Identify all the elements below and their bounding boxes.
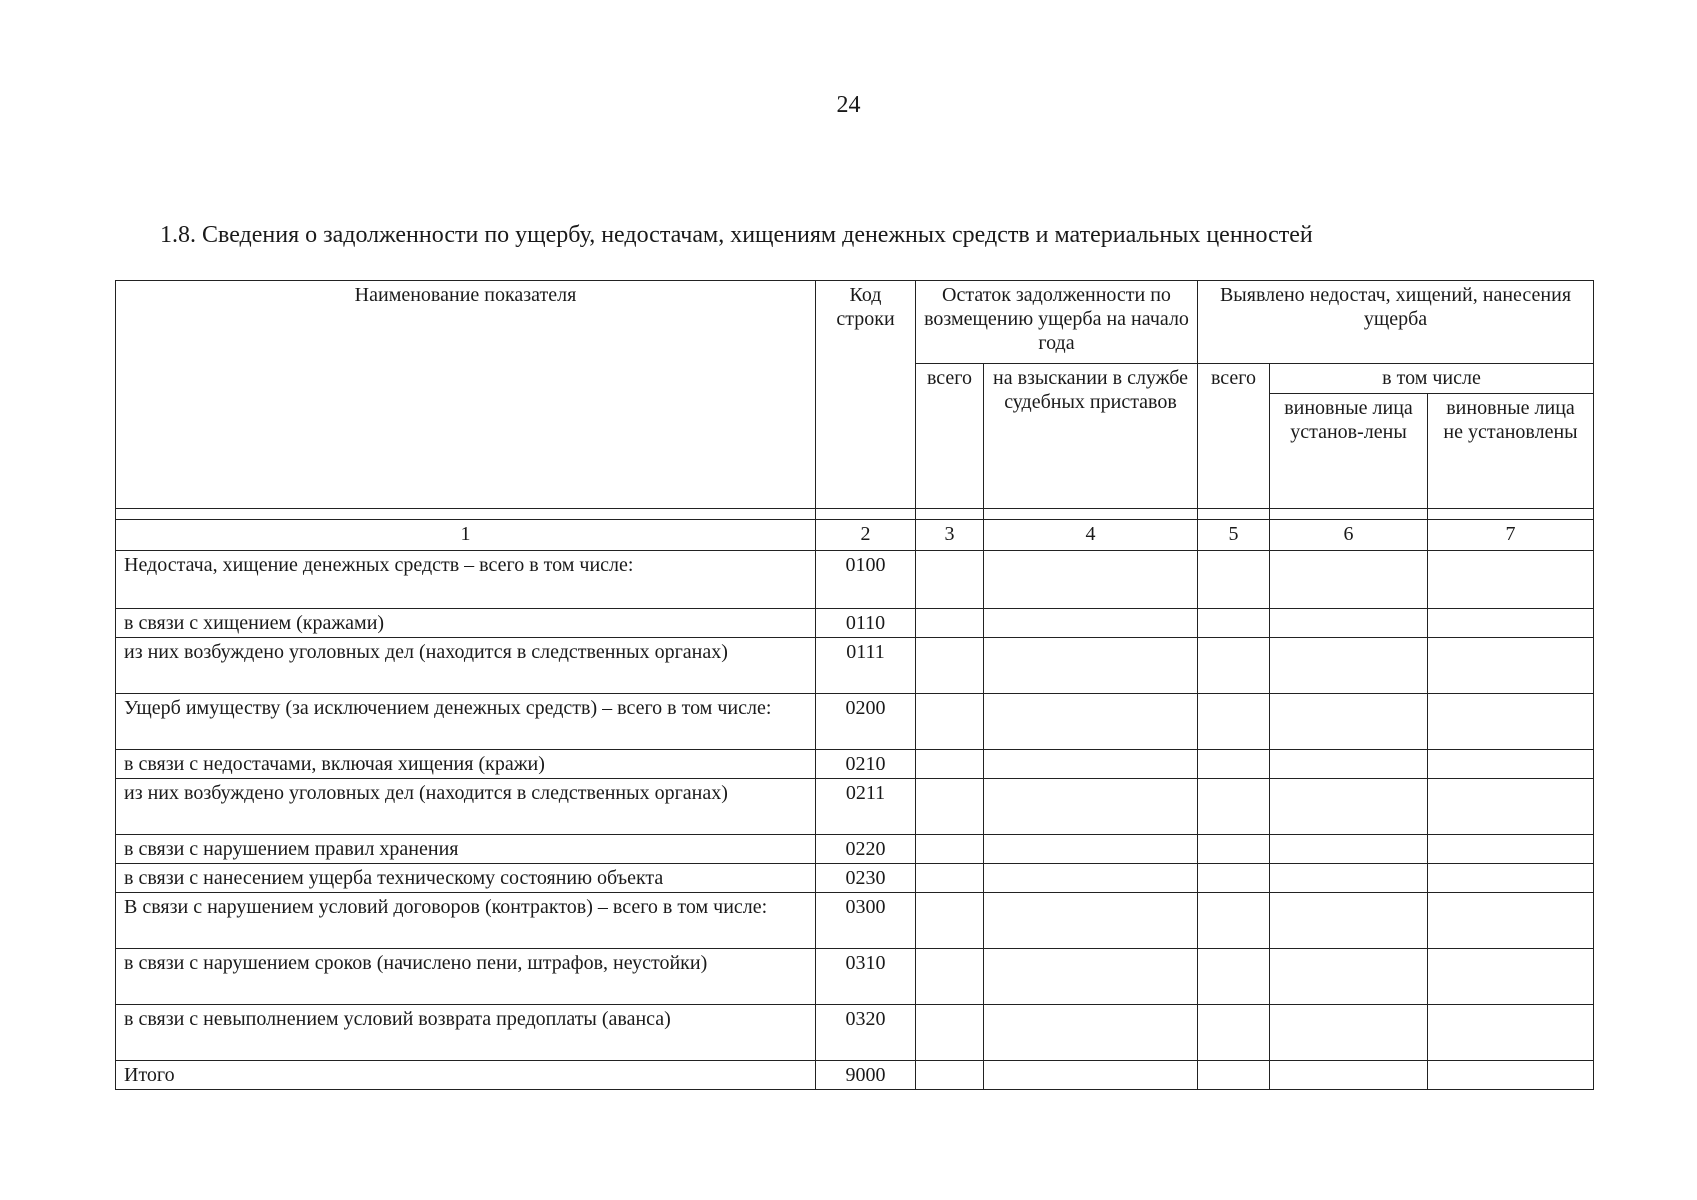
cell-empty bbox=[1198, 835, 1270, 864]
row-name: в связи с нарушением сроков (начислено пени, штрафов, неустойки) bbox=[116, 949, 816, 1005]
cell-empty bbox=[1428, 1005, 1594, 1061]
cell-empty bbox=[1198, 609, 1270, 638]
cell-empty bbox=[916, 750, 984, 779]
row-code: 0310 bbox=[816, 949, 916, 1005]
cell-empty bbox=[984, 949, 1198, 1005]
cell-empty bbox=[1198, 750, 1270, 779]
column-number: 1 bbox=[116, 520, 816, 551]
row-code: 0110 bbox=[816, 609, 916, 638]
table-row bbox=[116, 864, 1594, 893]
cell-empty bbox=[1428, 1061, 1594, 1090]
cell-empty bbox=[1198, 551, 1270, 609]
cell-empty bbox=[916, 1005, 984, 1061]
cell-empty bbox=[1428, 835, 1594, 864]
cell-empty bbox=[916, 1061, 984, 1090]
cell-empty bbox=[1198, 864, 1270, 893]
row-code: 0220 bbox=[816, 835, 916, 864]
table-row bbox=[116, 638, 1594, 694]
cell-empty bbox=[1198, 1061, 1270, 1090]
cell-empty bbox=[1270, 638, 1428, 694]
header-code: Код строки bbox=[816, 281, 916, 509]
row-name: в связи с нанесением ущерба техническому состоянию объекта bbox=[116, 864, 816, 893]
cell-empty bbox=[984, 1061, 1198, 1090]
cell-empty bbox=[1270, 1005, 1428, 1061]
cell-empty bbox=[916, 609, 984, 638]
page-number: 24 bbox=[836, 92, 861, 118]
row-code: 0210 bbox=[816, 750, 916, 779]
cell-empty bbox=[916, 638, 984, 694]
row-name: Ущерб имуществу (за исключением денежных средств) – всего в том числе: bbox=[116, 694, 816, 750]
table-row bbox=[116, 949, 1594, 1005]
row-code: 0100 bbox=[816, 551, 916, 609]
cell-empty bbox=[984, 694, 1198, 750]
row-name: из них возбуждено уголовных дел (находится в следственных органах) bbox=[116, 779, 816, 835]
column-number: 2 bbox=[816, 520, 916, 551]
cell-empty bbox=[984, 1005, 1198, 1061]
cell-empty bbox=[1270, 694, 1428, 750]
cell-empty bbox=[1428, 609, 1594, 638]
row-code: 0300 bbox=[816, 893, 916, 949]
table-row bbox=[116, 779, 1594, 835]
cell-empty bbox=[1428, 864, 1594, 893]
cell-empty bbox=[1428, 750, 1594, 779]
cell-empty bbox=[916, 949, 984, 1005]
column-number: 3 bbox=[916, 520, 984, 551]
cell-empty bbox=[916, 779, 984, 835]
column-number: 7 bbox=[1428, 520, 1594, 551]
cell-empty bbox=[1270, 750, 1428, 779]
table-row bbox=[116, 694, 1594, 750]
row-code: 0211 bbox=[816, 779, 916, 835]
cell-empty bbox=[1270, 864, 1428, 893]
cell-empty bbox=[984, 893, 1198, 949]
cell-empty bbox=[1198, 949, 1270, 1005]
header-found: Выявлено недостач, хищений, нанесения ущерба bbox=[1198, 281, 1594, 364]
cell-empty bbox=[1270, 835, 1428, 864]
cell-empty bbox=[1198, 694, 1270, 750]
row-code: 0230 bbox=[816, 864, 916, 893]
cell-empty bbox=[1270, 779, 1428, 835]
cell-empty bbox=[1270, 551, 1428, 609]
row-name: Итого bbox=[116, 1061, 816, 1090]
header-name: Наименование показателя bbox=[116, 281, 816, 509]
row-name: в связи с хищением (кражами) bbox=[116, 609, 816, 638]
row-code: 0320 bbox=[816, 1005, 916, 1061]
cell-empty bbox=[1428, 779, 1594, 835]
cell-empty bbox=[916, 694, 984, 750]
column-number: 4 bbox=[984, 520, 1198, 551]
cell-empty bbox=[1270, 609, 1428, 638]
cell-empty bbox=[984, 750, 1198, 779]
section-title: 1.8. Сведения о задолженности по ущербу, недостачам, хищениям денежных средств и материальных ценностей bbox=[160, 222, 1313, 248]
cell-empty bbox=[916, 893, 984, 949]
row-name: В связи с нарушением условий договоров (контрактов) – всего в том числе: bbox=[116, 893, 816, 949]
row-name: из них возбуждено уголовных дел (находится в следственных органах) bbox=[116, 638, 816, 694]
cell-empty bbox=[1198, 638, 1270, 694]
table-row bbox=[116, 551, 1594, 609]
header-balance: Остаток задолженности по возмещению ущерба на начало года bbox=[916, 281, 1198, 364]
table-row bbox=[116, 835, 1594, 864]
cell-empty bbox=[1428, 638, 1594, 694]
cell-empty bbox=[1428, 893, 1594, 949]
cell-empty bbox=[1428, 949, 1594, 1005]
cell-empty bbox=[984, 835, 1198, 864]
cell-empty bbox=[1428, 694, 1594, 750]
table-row bbox=[116, 750, 1594, 779]
cell-empty bbox=[916, 835, 984, 864]
cell-empty bbox=[916, 864, 984, 893]
cell-empty bbox=[984, 638, 1198, 694]
cell-empty bbox=[1270, 949, 1428, 1005]
cell-empty bbox=[984, 779, 1198, 835]
cell-empty bbox=[984, 864, 1198, 893]
table-row bbox=[116, 1005, 1594, 1061]
column-number: 5 bbox=[1198, 520, 1270, 551]
cell-empty bbox=[1428, 551, 1594, 609]
row-code: 0200 bbox=[816, 694, 916, 750]
row-name: в связи с нарушением правил хранения bbox=[116, 835, 816, 864]
cell-empty bbox=[1270, 1061, 1428, 1090]
header-balance-total: всего bbox=[916, 364, 984, 509]
row-name: Недостача, хищение денежных средств – всего в том числе: bbox=[116, 551, 816, 609]
cell-empty bbox=[984, 551, 1198, 609]
header-culprits-known: виновные лица установ-лены bbox=[1270, 394, 1428, 509]
header-culprits-unknown: виновные лица не установлены bbox=[1428, 394, 1594, 509]
row-name: в связи с невыполнением условий возврата предоплаты (аванса) bbox=[116, 1005, 816, 1061]
cell-empty bbox=[1198, 779, 1270, 835]
debt-report-table bbox=[115, 280, 1594, 1090]
cell-empty bbox=[916, 551, 984, 609]
column-number: 6 bbox=[1270, 520, 1428, 551]
cell-empty bbox=[1198, 1005, 1270, 1061]
row-code: 0111 bbox=[816, 638, 916, 694]
row-code: 9000 bbox=[816, 1061, 916, 1090]
table-row bbox=[116, 893, 1594, 949]
cell-empty bbox=[1270, 893, 1428, 949]
row-name: в связи с недостачами, включая хищения (кражи) bbox=[116, 750, 816, 779]
cell-empty bbox=[984, 609, 1198, 638]
header-balance-bailiffs: на взыскании в службе судебных приставов bbox=[984, 364, 1198, 509]
header-including: в том числе bbox=[1270, 364, 1594, 394]
cell-empty bbox=[1198, 893, 1270, 949]
table-row-total bbox=[116, 1061, 1594, 1090]
column-number-row bbox=[116, 520, 1594, 551]
table-row bbox=[116, 609, 1594, 638]
header-found-total: всего bbox=[1198, 364, 1270, 509]
